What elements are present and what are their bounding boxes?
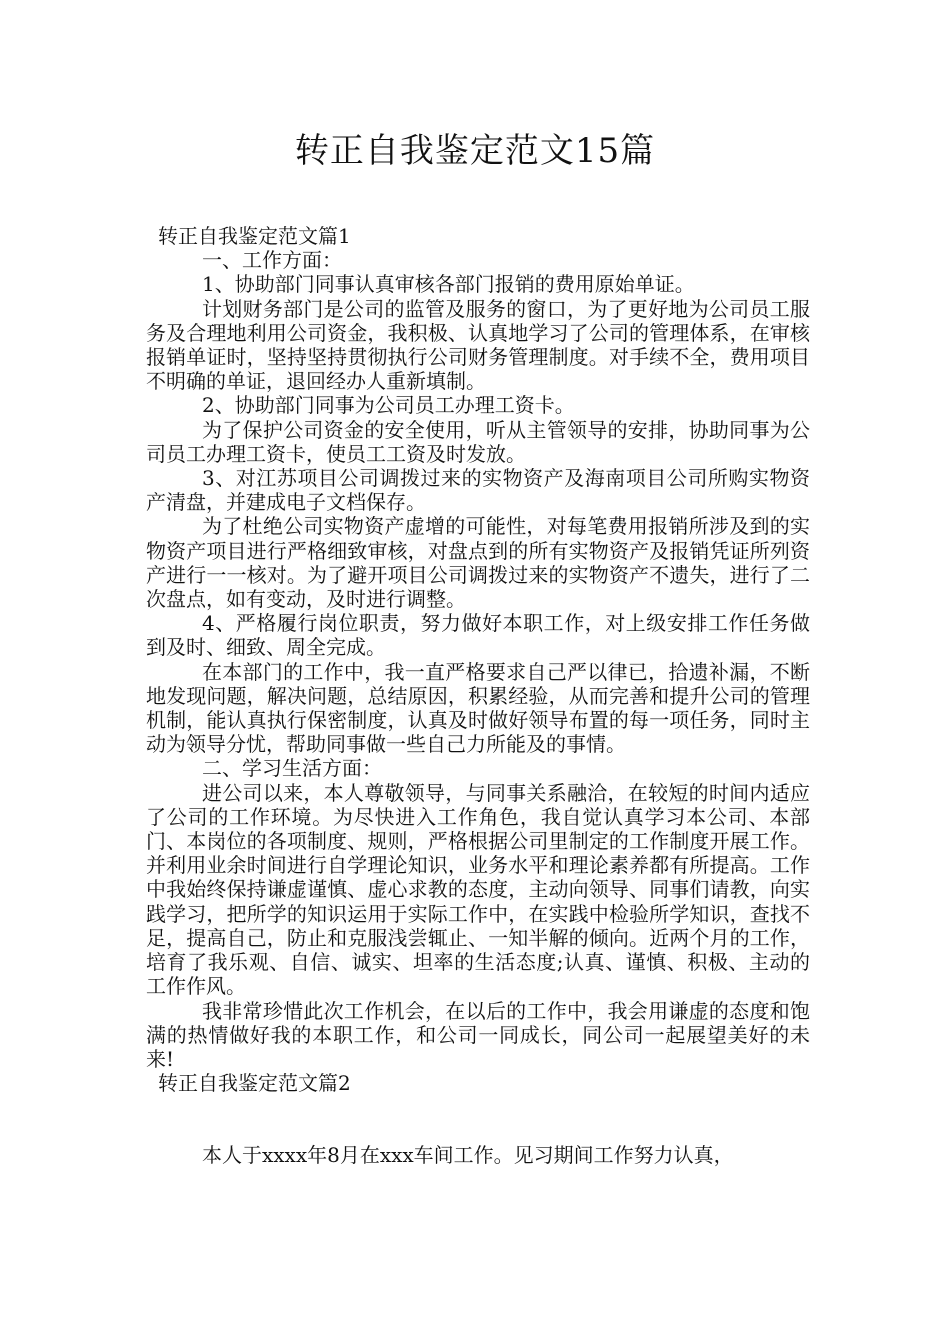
article-1-item-2: 2、协助部门同事为公司员工办理工资卡。 — [202, 393, 575, 418]
paragraph-spacer — [146, 1095, 810, 1143]
article-1-paragraph: 进公司以来，本人尊敬领导，与同事关系融洽，在较短的时间内适应了公司的工作环境。为尽快进入工作角色，我自觉认真学习本公司、本部门、本岗位的各项制度、规则，严格根据公司里制定的工作制度开展工作。并利用业余时间进行自学理论知识，业务水平和理论素养都有所提高。工作中我始终保持谦虚谨慎、虚心求教的态度，主动向领导、同事们请教，向实践学习，把所学的知识运用于实际工作中，在实践中检验所学知识，查找不足，提高自己，防止和克服浅尝辄止、一知半解的倾向。近两个月的工作，培育了我乐观、自信、诚实、坦率的生活态度;认真、谨慎、积极、主动的工作作风。 — [146, 780, 810, 999]
article-1-paragraph: 为了保护公司资金的安全使用，听从主管领导的安排，协助同事为公司员工办理工资卡，使员工工资及时发放。 — [146, 417, 810, 466]
article-1-subheading-life: 二、学习生活方面： — [202, 756, 382, 781]
article-2-heading: 转正自我鉴定范文篇2 — [158, 1071, 351, 1096]
article-1-item-3: 3、对江苏项目公司调拨过来的实物资产及海南项目公司所购实物资产清盘，并建成电子文档保存。 — [146, 466, 810, 515]
article-1-paragraph: 在本部门的工作中，我一直严格要求自己严以律已，拾遗补漏，不断地发现问题，解决问题，总结原因，积累经验，从而完善和提升公司的管理机制，能认真执行保密制度，认真及时做好领导布置的每一项任务，同时主动为领导分忧，帮助同事做一些自己力所能及的事情。 — [146, 659, 810, 757]
article-1-subheading-work: 一、工作方面： — [202, 248, 342, 273]
article-1-heading: 转正自我鉴定范文篇1 — [158, 224, 351, 248]
document-body — [146, 224, 810, 1168]
article-1-paragraph: 我非常珍惜此次工作机会，在以后的工作中，我会用谦虚的态度和饱满的热情做好我的本职工作，和公司一同成长，同公司一起展望美好的未来! — [146, 998, 810, 1071]
article-1-paragraph: 计划财务部门是公司的监管及服务的窗口，为了更好地为公司员工服务及合理地利用公司资金，我积极、认真地学习了公司的管理体系，在审核报销单证时，坚持坚持贯彻执行公司财务管理制度。对手续不全，费用项目不明确的单证，退回经办人重新填制。 — [146, 296, 810, 394]
article-2-paragraph: 本人于xxxx年8月在xxx车间工作。见习期间工作努力认真， — [202, 1143, 734, 1168]
document-title: 转正自我鉴定范文15篇 — [294, 131, 656, 171]
article-1-paragraph: 为了杜绝公司实物资产虚增的可能性，对每笔费用报销所涉及到的实物资产项目进行严格细致审核，对盘点到的所有实物资产及报销凭证所列资产进行一一核对。为了避开项目公司调拨过来的实物资产不遗失，进行了二次盘点，如有变动，及时进行调整。 — [146, 514, 810, 612]
article-1-item-1: 1、协助部门同事认真审核各部门报销的费用原始单证。 — [202, 272, 695, 297]
article-1-item-4: 4、严格履行岗位职责，努力做好本职工作，对上级安排工作任务做到及时、细致、周全完成。 — [146, 611, 810, 660]
